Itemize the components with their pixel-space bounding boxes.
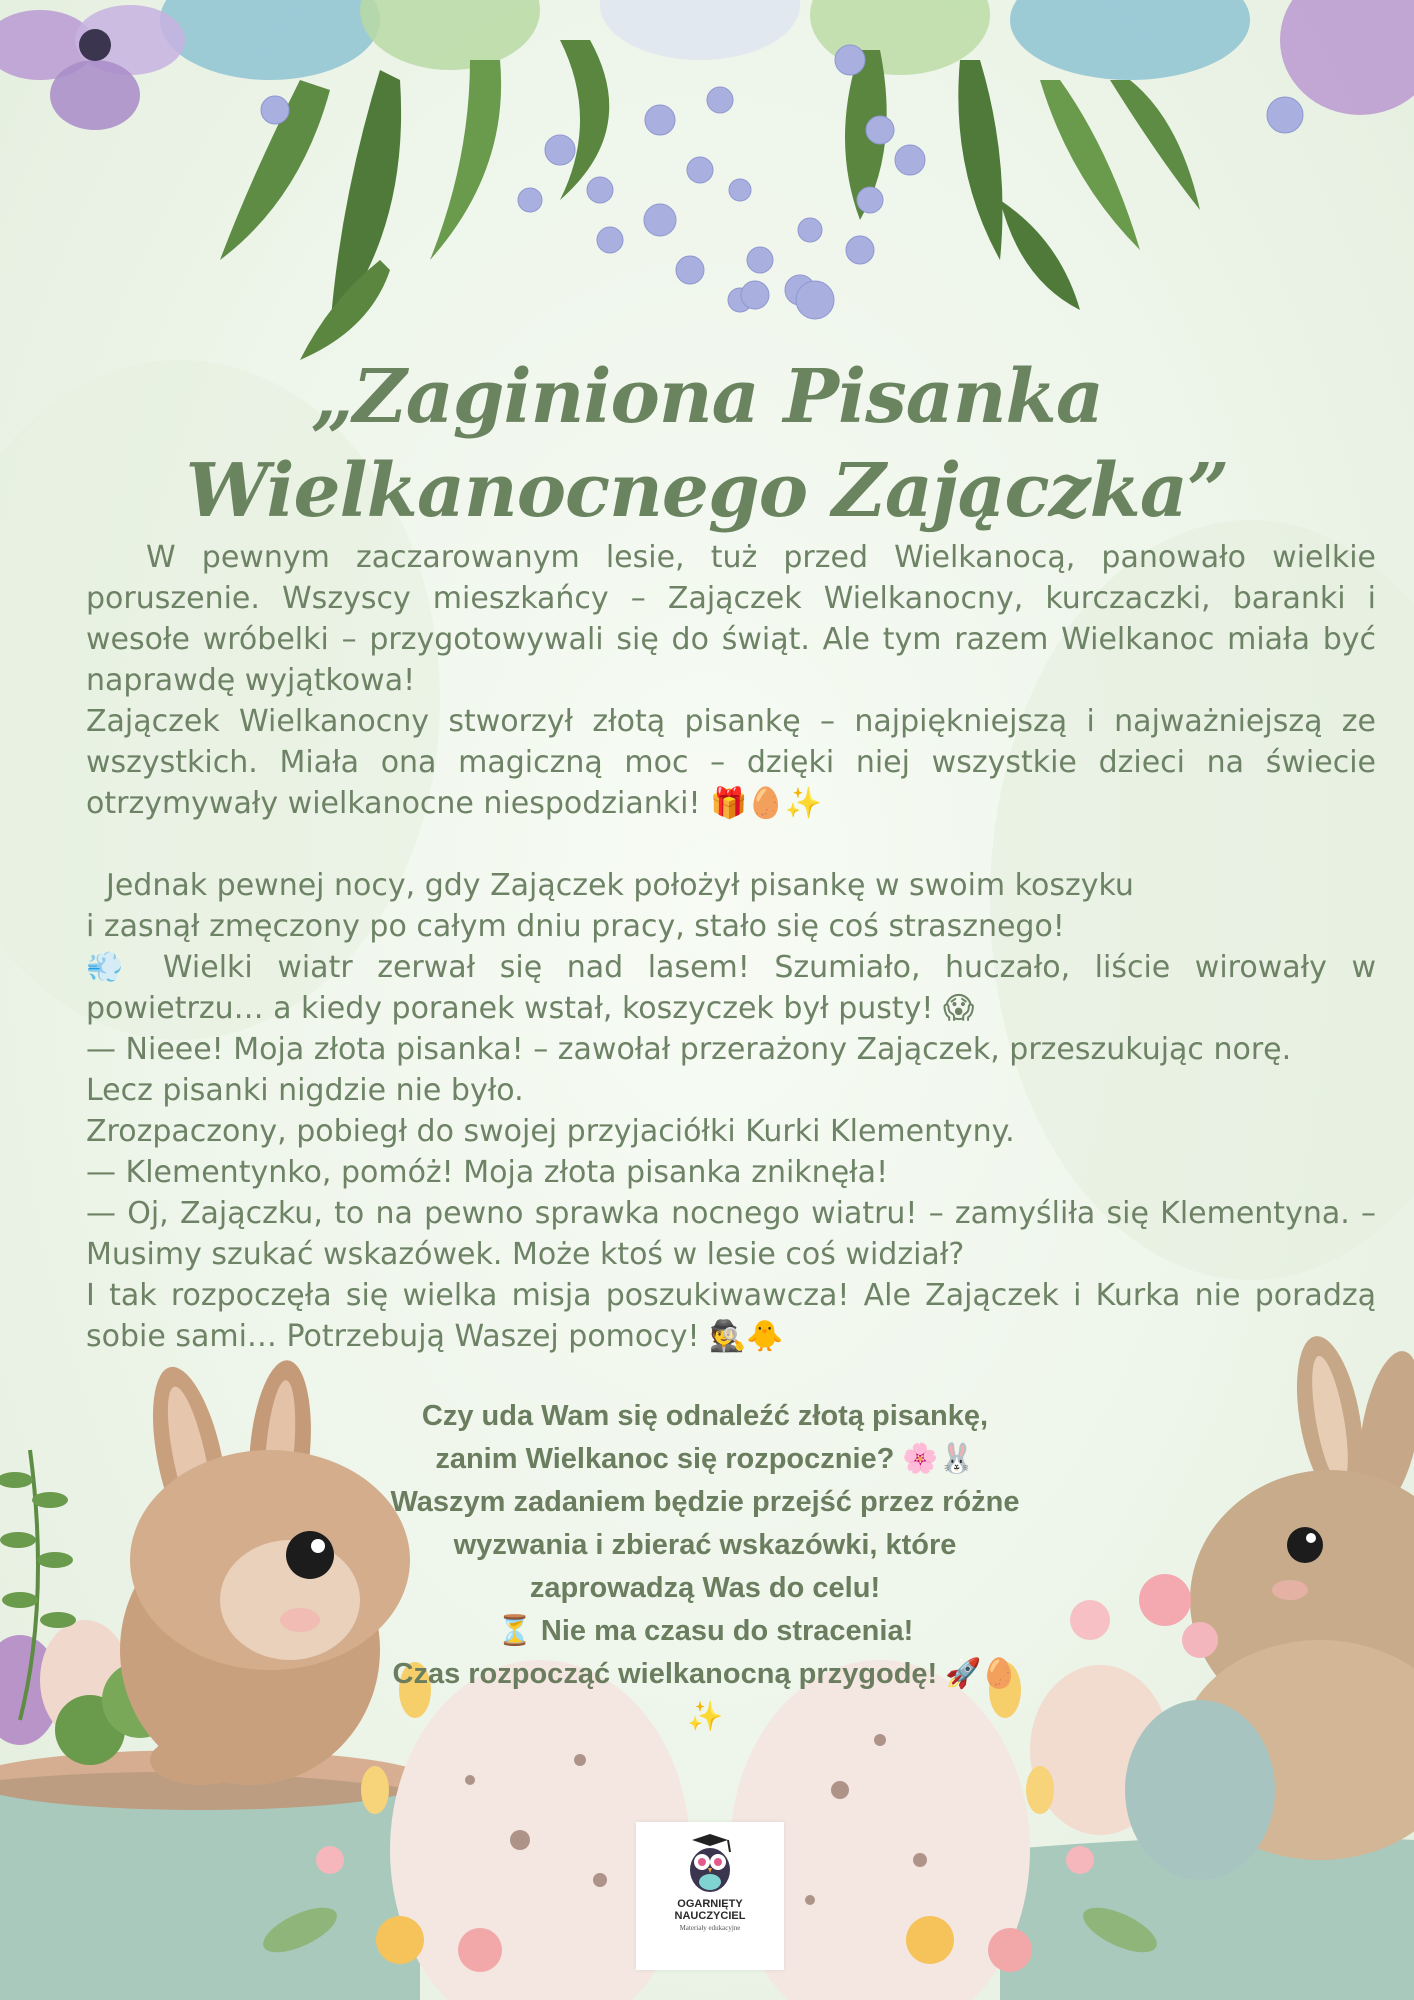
callout-task: Waszym zadaniem będzie przejść przez różne wyzwania i zbierać wskazówki, które zaprowadzą Was do celu! — [390, 1486, 1020, 1604]
callout-question: Czy uda Wam się odnaleźć złotą pisankę, zanim Wielkanoc się rozpocznie? 🌸🐰 — [421, 1400, 989, 1475]
story-paragraph: I tak rozpoczęła się wielka misja poszukiwawcza! Ale Zajączek i Kurka nie poradzą sobie sami… Potrzebują Waszej pomocy! 🕵️🐥 — [86, 1278, 1376, 1354]
logo-name-line-2: NAUCZYCIEL — [674, 1910, 746, 1922]
story-paragraph: 💨 Wielki wiatr zerwał się nad lasem! Szumiało, huczało, liście wirowały w powietrzu… a kiedy poranek wstał, koszyczek był pusty! 😱 — [86, 950, 1376, 1026]
left-bunny-illustration — [120, 1358, 410, 1785]
title-line-1: „Zaginiona Pisanka — [311, 354, 1103, 440]
callout-urgency: ⏳ Nie ma czasu do stracenia! — [496, 1615, 914, 1647]
story-paragraph: — Klementynko, pomóż! Moja złota pisanka zniknęła! — [86, 1155, 889, 1190]
callout-start: Czas rozpocząć wielkanocną przygodę! 🚀🥚✨ — [392, 1658, 1018, 1733]
story-title — [150, 350, 1264, 538]
story-paragraph: Jednak pewnej nocy, gdy Zajączek położył pisankę w swoim koszyku — [106, 868, 1134, 903]
story-paragraph: i zasnął zmęczony po całym dniu pracy, stało się coś strasznego! — [86, 909, 1065, 944]
purple-flower — [0, 5, 185, 130]
floral-garland — [0, 0, 1414, 360]
story-body — [86, 537, 1376, 1357]
logo-tagline: Materiały edukacyjne — [679, 1924, 741, 1932]
story-paragraph: Zrozpaczony, pobiegł do swojej przyjaciółki Kurki Klementyny. — [86, 1114, 1015, 1149]
story-paragraph: — Nieee! Moja złota pisanka! – zawołał przerażony Zajączek, przeszukując norę. — [86, 1032, 1292, 1067]
brand-logo — [636, 1822, 784, 1970]
story-paragraph: W pewnym zaczarowanym lesie, tuż przed Wielkanocą, panowało wielkie poruszenie. Wszyscy mieszkańcy – Zajączek Wielkanocny, kurczaczki, baranki i wesołe wróbelki – przygotowywali się do świąt. Ale tym razem Wielkanoc miała być naprawdę wyjątkowa! — [86, 540, 1376, 698]
story-paragraph: — Oj, Zajączku, to na pewno sprawka nocnego wiatru! – zamyśliła się Klementyna. – Musimy szukać wskazówek. Może ktoś w lesie coś widział? — [86, 1196, 1376, 1272]
story-paragraph: Lecz pisanki nigdzie nie było. — [86, 1073, 524, 1108]
mission-callout — [380, 1395, 1030, 1739]
story-paragraph: Zajączek Wielkanocny stworzył złotą pisankę – najpiękniejszą i najważniejszą ze wszystkich. Miała ona magiczną moc – dzięki niej wszystkie dzieci na świecie otrzymywały wielkanocne niespodzianki! 🎁🥚✨ — [86, 704, 1376, 821]
owl-icon — [682, 1832, 738, 1894]
title-line-2: Wielkanocnego Zajączka” — [185, 448, 1229, 534]
logo-name-line-1: OGARNIĘTY — [677, 1898, 743, 1910]
